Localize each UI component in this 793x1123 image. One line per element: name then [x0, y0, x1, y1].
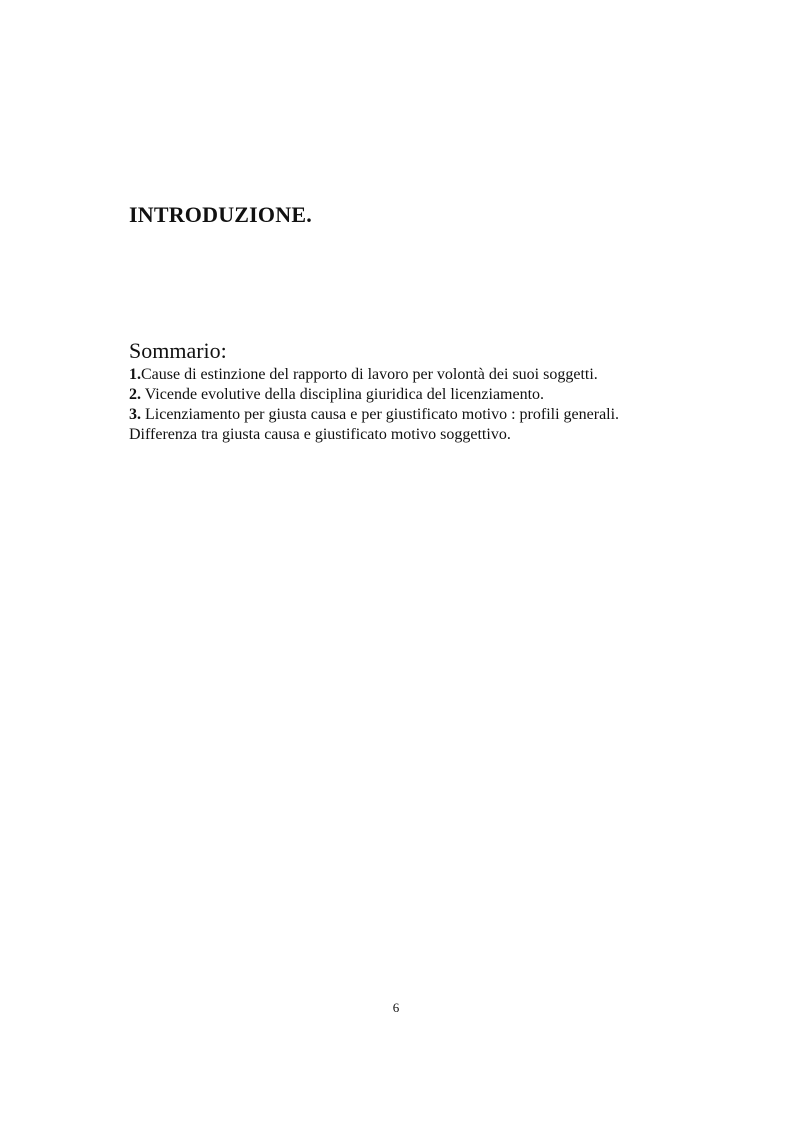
chapter-title: INTRODUZIONE. [129, 202, 312, 227]
summary-item-2 [129, 385, 689, 405]
summary-section [129, 338, 689, 445]
summary-item-text: Vicende evolutive della disciplina giuridica del licenziamento. [141, 386, 545, 403]
summary-item-text: Cause di estinzione del rapporto di lavoro per volontà dei suoi soggetti. [141, 366, 598, 383]
summary-item-number: 3. [129, 406, 141, 423]
summary-item-3 [129, 405, 689, 425]
summary-item-3-continuation [129, 425, 689, 445]
summary-item-1 [129, 365, 689, 385]
summary-item-text: Licenziamento per giusta causa e per giustificato motivo : profili generali. [141, 406, 620, 423]
page-number: 6 [392, 1000, 400, 1015]
summary-item-number: 2. [129, 386, 141, 403]
summary-item-text: Differenza tra giusta causa e giustificato motivo soggettivo. [129, 426, 511, 443]
summary-heading: Sommario: [129, 338, 227, 363]
summary-item-number: 1. [129, 366, 141, 383]
